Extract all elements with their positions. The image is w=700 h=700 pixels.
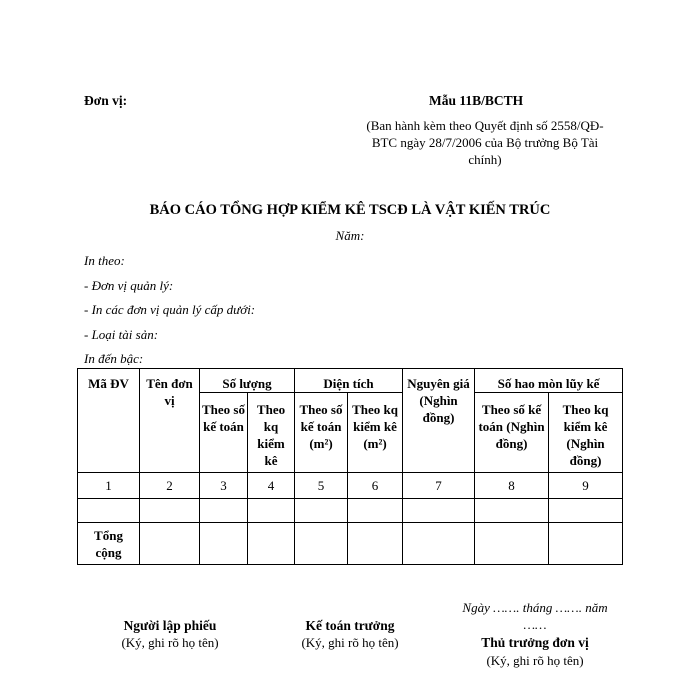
filter-subordinate-units: - In các đơn vị quản lý cấp dưới: <box>84 302 256 317</box>
column-number: 7 <box>403 473 475 499</box>
table-cell <box>475 499 549 523</box>
subheader-dt-ke-toan: Theo số kế toán (m²) <box>295 393 348 473</box>
table-row <box>78 499 623 523</box>
table-header-row <box>78 369 623 393</box>
preparer-title: Người lập phiếu <box>123 618 217 633</box>
signature-date <box>440 599 630 633</box>
column-number: 9 <box>549 473 623 499</box>
report-table <box>77 368 623 565</box>
column-number: 3 <box>200 473 248 499</box>
header-hao-mon: Số hao mòn lũy kế <box>475 369 623 393</box>
table-cell <box>348 499 403 523</box>
issued-note <box>340 117 630 168</box>
filter-managing-unit: - Đơn vị quản lý: <box>84 278 174 293</box>
accountant-title: Kế toán trưởng <box>305 618 395 633</box>
column-number: 2 <box>140 473 200 499</box>
accountant-note: (Ký, ghi rõ họ tên) <box>301 635 399 650</box>
column-number: 5 <box>295 473 348 499</box>
filter-print-level: In đến bậc: <box>84 351 144 366</box>
year-label: Năm: <box>335 228 365 243</box>
header-ten-don-vi: Tên đơn vị <box>140 369 200 473</box>
total-row <box>78 523 623 565</box>
head-note: (Ký, ghi rõ họ tên) <box>486 653 584 668</box>
table-cell <box>549 499 623 523</box>
subheader-dt-kiem-ke: Theo kq kiểm kê (m²) <box>348 393 403 473</box>
unit-label: Đơn vị: <box>84 93 128 108</box>
table-cell <box>140 499 200 523</box>
document-title: BÁO CÁO TỔNG HỢP KIỂM KÊ TSCĐ LÀ VẬT KIẾN TRÚC <box>149 202 551 218</box>
subheader-sl-ke-toan: Theo số kế toán <box>200 393 248 473</box>
filter-asset-type: - Loại tài sản: <box>84 327 159 342</box>
preparer-note: (Ký, ghi rõ họ tên) <box>121 635 219 650</box>
form-code: Mẫu 11B/BCTH <box>429 93 524 108</box>
signature-date-line: Ngày ……. tháng ……. năm <box>462 600 608 615</box>
issued-note-line: (Ban hành kèm theo Quyết định số 2558/QĐ- <box>366 118 604 133</box>
total-label: Tổng cộng <box>78 523 140 565</box>
head-title: Thủ trưởng đơn vị <box>481 635 589 650</box>
table-cell <box>200 499 248 523</box>
table-cell <box>78 499 140 523</box>
column-number: 6 <box>348 473 403 499</box>
table-cell <box>348 523 403 565</box>
table-cell <box>549 523 623 565</box>
column-number-row <box>78 473 623 499</box>
filter-print-by: In theo: <box>84 253 125 268</box>
table-cell <box>200 523 248 565</box>
header-ma-dv: Mã ĐV <box>78 369 140 473</box>
header-so-luong: Số lượng <box>200 369 295 393</box>
subheader-hm-kiem-ke: Theo kq kiểm kê (Nghìn đồng) <box>549 393 623 473</box>
column-number: 8 <box>475 473 549 499</box>
table-cell <box>403 499 475 523</box>
table-cell <box>248 499 295 523</box>
column-number: 4 <box>248 473 295 499</box>
table-cell <box>295 499 348 523</box>
table-cell <box>140 523 200 565</box>
subheader-hm-ke-toan: Theo số kế toán (Nghìn đồng) <box>475 393 549 473</box>
table-cell <box>295 523 348 565</box>
issued-note-line: chính) <box>468 152 502 167</box>
table-cell <box>248 523 295 565</box>
subheader-sl-kiem-ke: Theo kq kiểm kê <box>248 393 295 473</box>
header-nguyen-gia: Nguyên giá (Nghìn đồng) <box>403 369 475 473</box>
issued-note-line: BTC ngày 28/7/2006 của Bộ trưởng Bộ Tài <box>371 135 599 150</box>
table-cell <box>403 523 475 565</box>
column-number: 1 <box>78 473 140 499</box>
header-dien-tich: Diện tích <box>295 369 403 393</box>
table-cell <box>475 523 549 565</box>
signature-date-line: …… <box>523 617 547 632</box>
